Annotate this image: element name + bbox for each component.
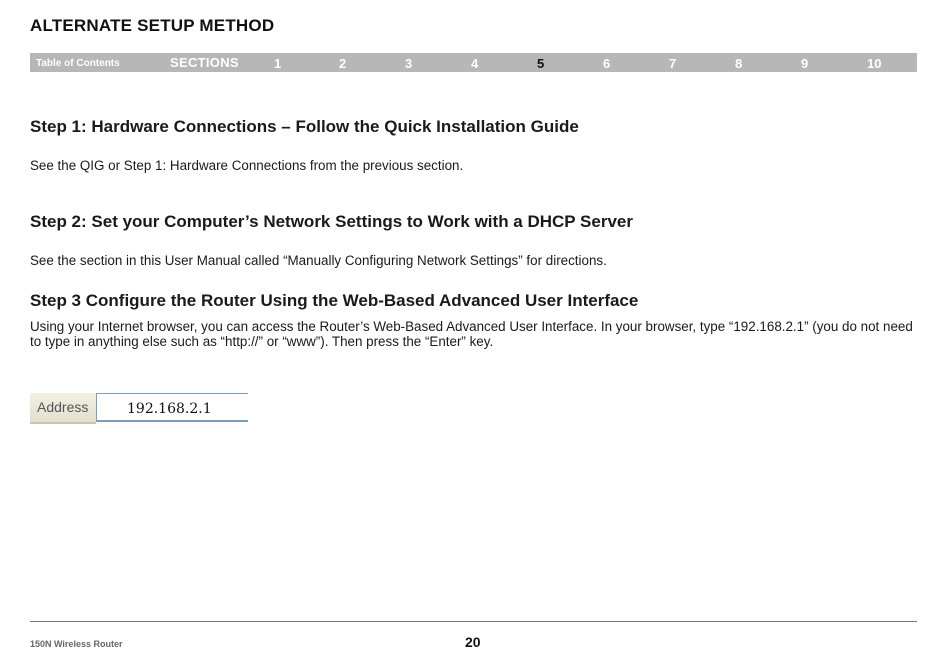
section-link-3[interactable]: 3: [405, 56, 413, 71]
section-link-6[interactable]: 6: [603, 56, 611, 71]
section-link-7[interactable]: 7: [669, 56, 677, 71]
table-of-contents-link[interactable]: Table of Contents: [36, 58, 120, 69]
step-3-text: Using your Internet browser, you can access the Router’s Web-Based Advanced User Interface. In your browser, type “192.168.2.1” (you do not need to type in anything else such as “http://” or “www”). Then press the “Enter” key.: [30, 319, 913, 349]
page-title: ALTERNATE SETUP METHOD: [30, 16, 275, 35]
section-link-10[interactable]: 10: [867, 56, 882, 71]
section-link-1[interactable]: 1: [274, 56, 282, 71]
step-3-heading: Step 3 Configure the Router Using the Web-Based Advanced User Interface: [30, 291, 639, 310]
step-1-text: See the QIG or Step 1: Hardware Connections from the previous section.: [30, 158, 464, 173]
section-link-9[interactable]: 9: [801, 56, 809, 71]
sections-label: SECTIONS: [170, 55, 239, 70]
section-link-5[interactable]: 5: [537, 56, 545, 71]
footer-product-name: 150N Wireless Router: [30, 639, 123, 649]
step-2-text: See the section in this User Manual called “Manually Configuring Network Settings” for directions.: [30, 253, 607, 268]
section-link-4[interactable]: 4: [471, 56, 479, 71]
page-number: 20: [465, 634, 481, 650]
address-bar-image: [30, 393, 248, 424]
section-link-8[interactable]: 8: [735, 56, 743, 71]
step-2-heading: Step 2: Set your Computer’s Network Settings to Work with a DHCP Server: [30, 212, 633, 231]
footer-divider: [30, 621, 917, 622]
section-link-2[interactable]: 2: [339, 56, 347, 71]
address-value: 192.168.2.1: [127, 401, 212, 417]
address-label-box: [30, 393, 96, 424]
address-input: [96, 393, 248, 422]
section-nav-bar: [30, 53, 917, 72]
address-label: Address: [37, 399, 89, 415]
step-1-heading: Step 1: Hardware Connections – Follow the Quick Installation Guide: [30, 117, 579, 136]
